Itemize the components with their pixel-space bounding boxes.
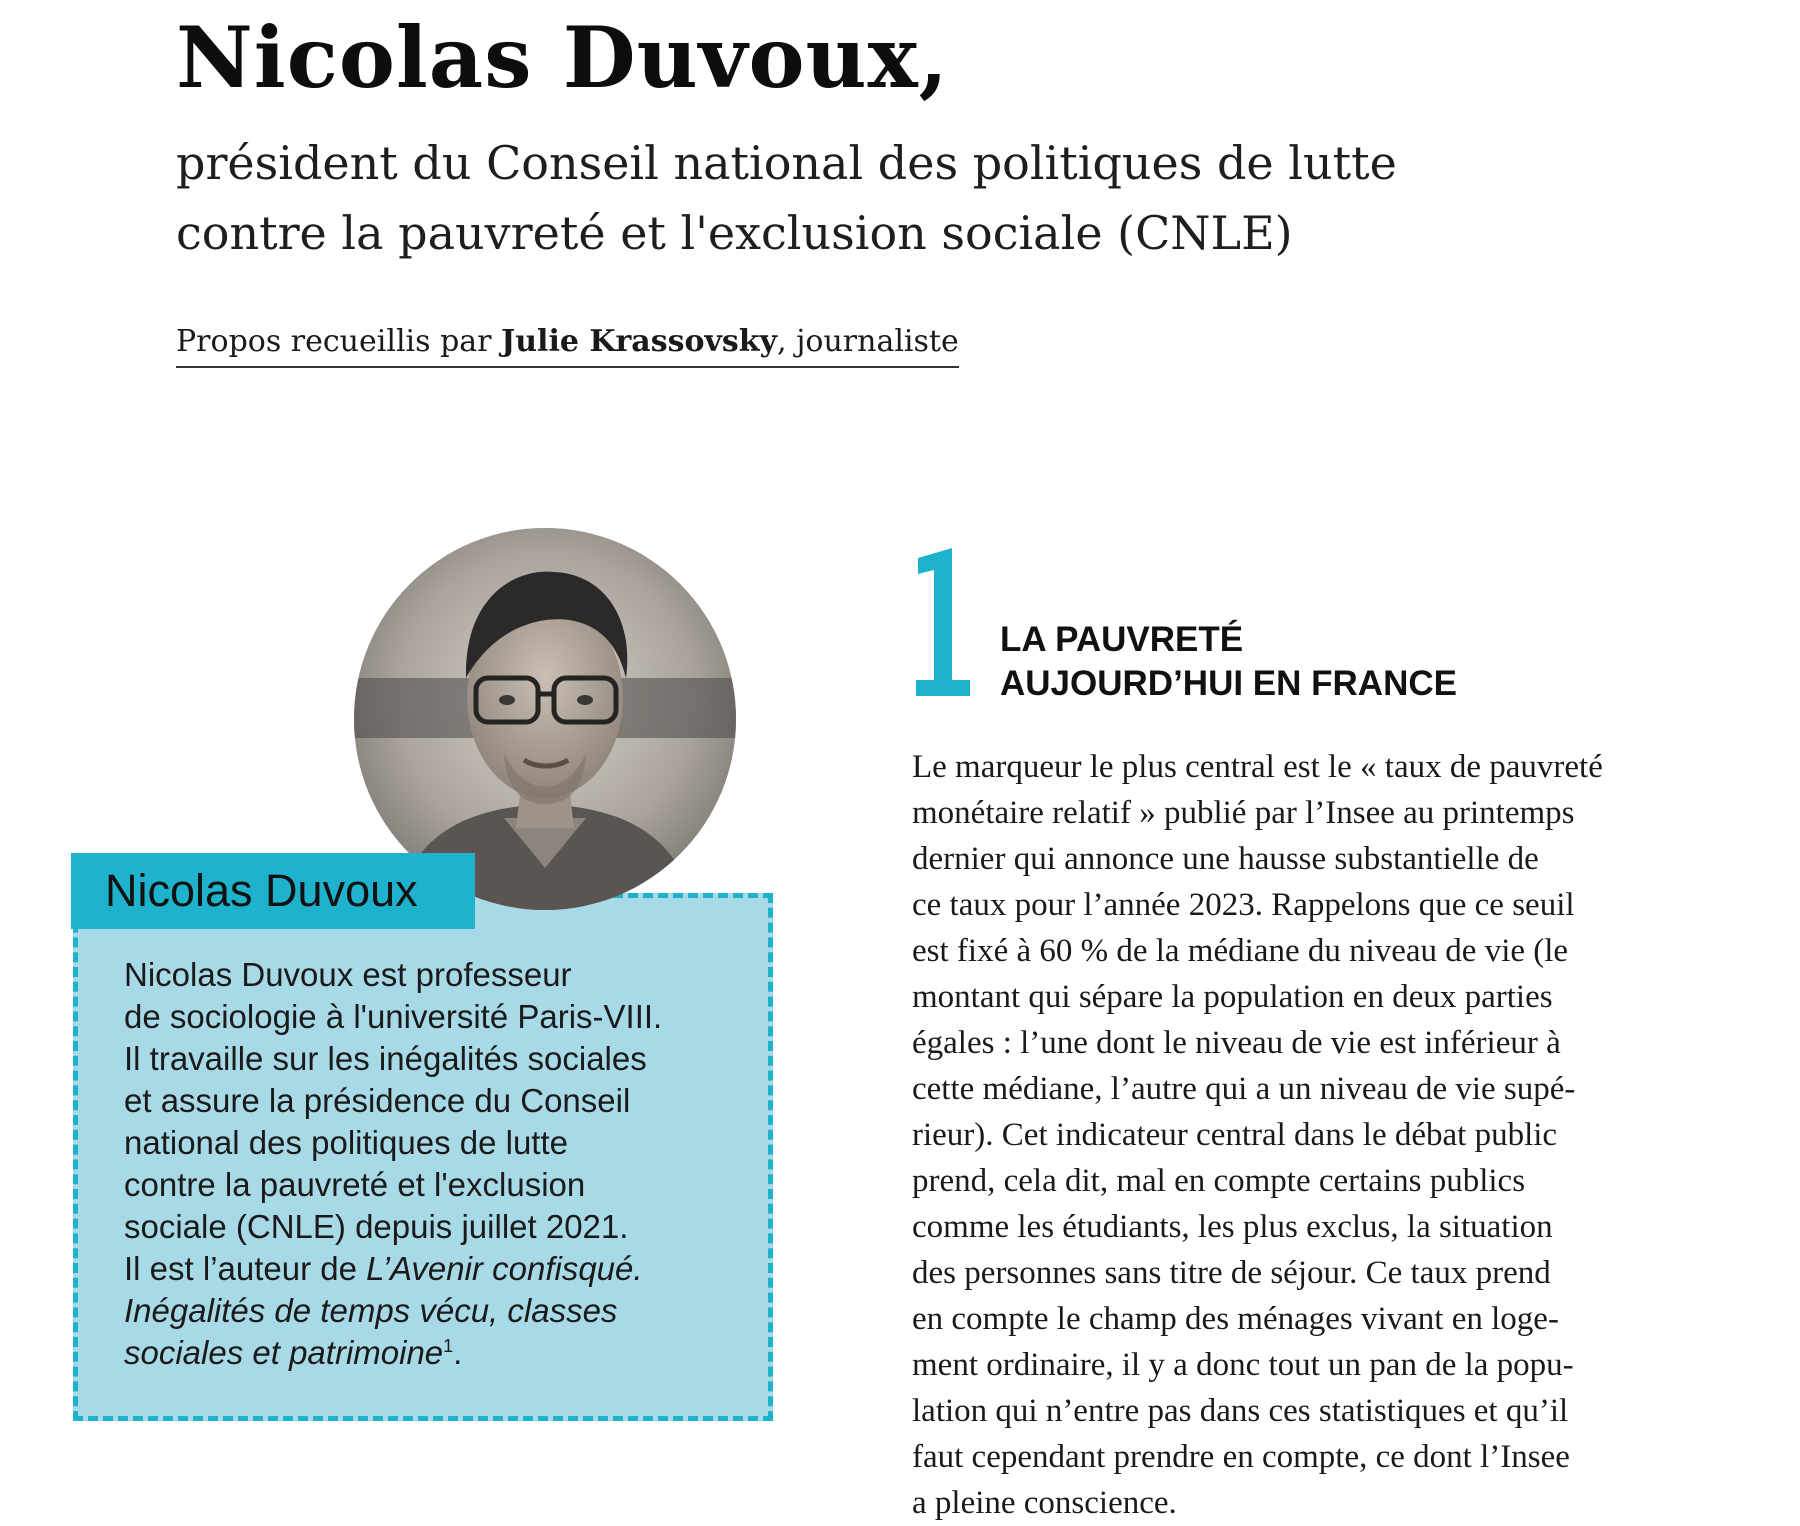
body-line: faut cependant prendre en compte, ce dont l’Insee [912, 1439, 1570, 1475]
bio-author-prefix: Il est l’auteur de [124, 1250, 367, 1287]
section-number-glyph [912, 548, 972, 696]
bio-line: national des politiques de lutte [124, 1124, 568, 1161]
body-line: des personnes sans titre de séjour. Ce taux prend [912, 1255, 1551, 1291]
body-line: monétaire relatif » publié par l’Insee au printemps [912, 795, 1575, 831]
body-line: est fixé à 60 % de la médiane du niveau de vie (le [912, 933, 1569, 969]
body-line: a pleine conscience. [912, 1485, 1177, 1521]
section-number-text: 1 [942, 648, 943, 649]
bio-line: de sociologie à l'université Paris-VIII. [124, 998, 663, 1035]
body-line: lation qui n’entre pas dans ces statistiques et qu’il [912, 1393, 1569, 1429]
page-title: Nicolas Duvoux, [176, 8, 949, 107]
body-line: Le marqueur le plus central est le « taux de pauvreté [912, 749, 1603, 785]
byline-author: Julie Krassovsky [501, 324, 778, 359]
body-line: comme les étudiants, les plus exclus, la situation [912, 1209, 1553, 1245]
bio-book-title: L’Avenir confisqué. [366, 1250, 643, 1287]
bio-text [124, 954, 764, 1374]
body-line: cette médiane, l’autre qui a un niveau de vie supé- [912, 1071, 1576, 1107]
bio-line: Nicolas Duvoux est professeur [124, 956, 572, 993]
bio-name-tab: Nicolas Duvoux [71, 853, 475, 929]
body-line: ment ordinaire, il y a donc tout un pan de la popu- [912, 1347, 1574, 1383]
section-heading-line: LA PAUVRETÉ [1000, 620, 1244, 659]
section-number [912, 548, 972, 696]
article-body [912, 744, 1702, 1526]
subtitle-line: président du Conseil national des politiques de lutte [176, 136, 1397, 190]
bio-line [124, 1332, 764, 1374]
bio-line: et assure la présidence du Conseil [124, 1082, 631, 1119]
body-line: rieur). Cet indicateur central dans le débat public [912, 1117, 1558, 1153]
section-heading-line: AUJOURD’HUI EN FRANCE [1000, 664, 1457, 703]
bio-end: . [453, 1334, 463, 1371]
footnote-ref: 1 [443, 1336, 454, 1356]
body-line: prend, cela dit, mal en compte certains publics [912, 1163, 1526, 1199]
bio-line [124, 1248, 764, 1290]
bio-line: sociale (CNLE) depuis juillet 2021. [124, 1208, 629, 1245]
bio-book-title: sociales et patrimoine [124, 1334, 444, 1371]
byline [176, 322, 959, 368]
byline-suffix: , journaliste [777, 324, 959, 359]
subtitle-line: contre la pauvreté et l'exclusion sociale (CNLE) [176, 206, 1293, 260]
body-line: en compte le champ des ménages vivant en loge- [912, 1301, 1559, 1337]
page-subtitle [176, 128, 1676, 268]
bio-line: Il travaille sur les inégalités sociales [124, 1040, 647, 1077]
byline-prefix: Propos recueillis par [176, 324, 502, 359]
bio-line [124, 1290, 764, 1332]
body-line: dernier qui annonce une hausse substantielle de [912, 841, 1539, 877]
section-heading [1000, 618, 1457, 706]
bio-line: contre la pauvreté et l'exclusion [124, 1166, 586, 1203]
body-line: ce taux pour l’année 2023. Rappelons que ce seuil [912, 887, 1575, 923]
bio-book-title: Inégalités de temps vécu, classes [124, 1292, 618, 1329]
body-line: montant qui sépare la population en deux parties [912, 979, 1553, 1015]
body-line: égales : l’une dont le niveau de vie est inférieur à [912, 1025, 1561, 1061]
